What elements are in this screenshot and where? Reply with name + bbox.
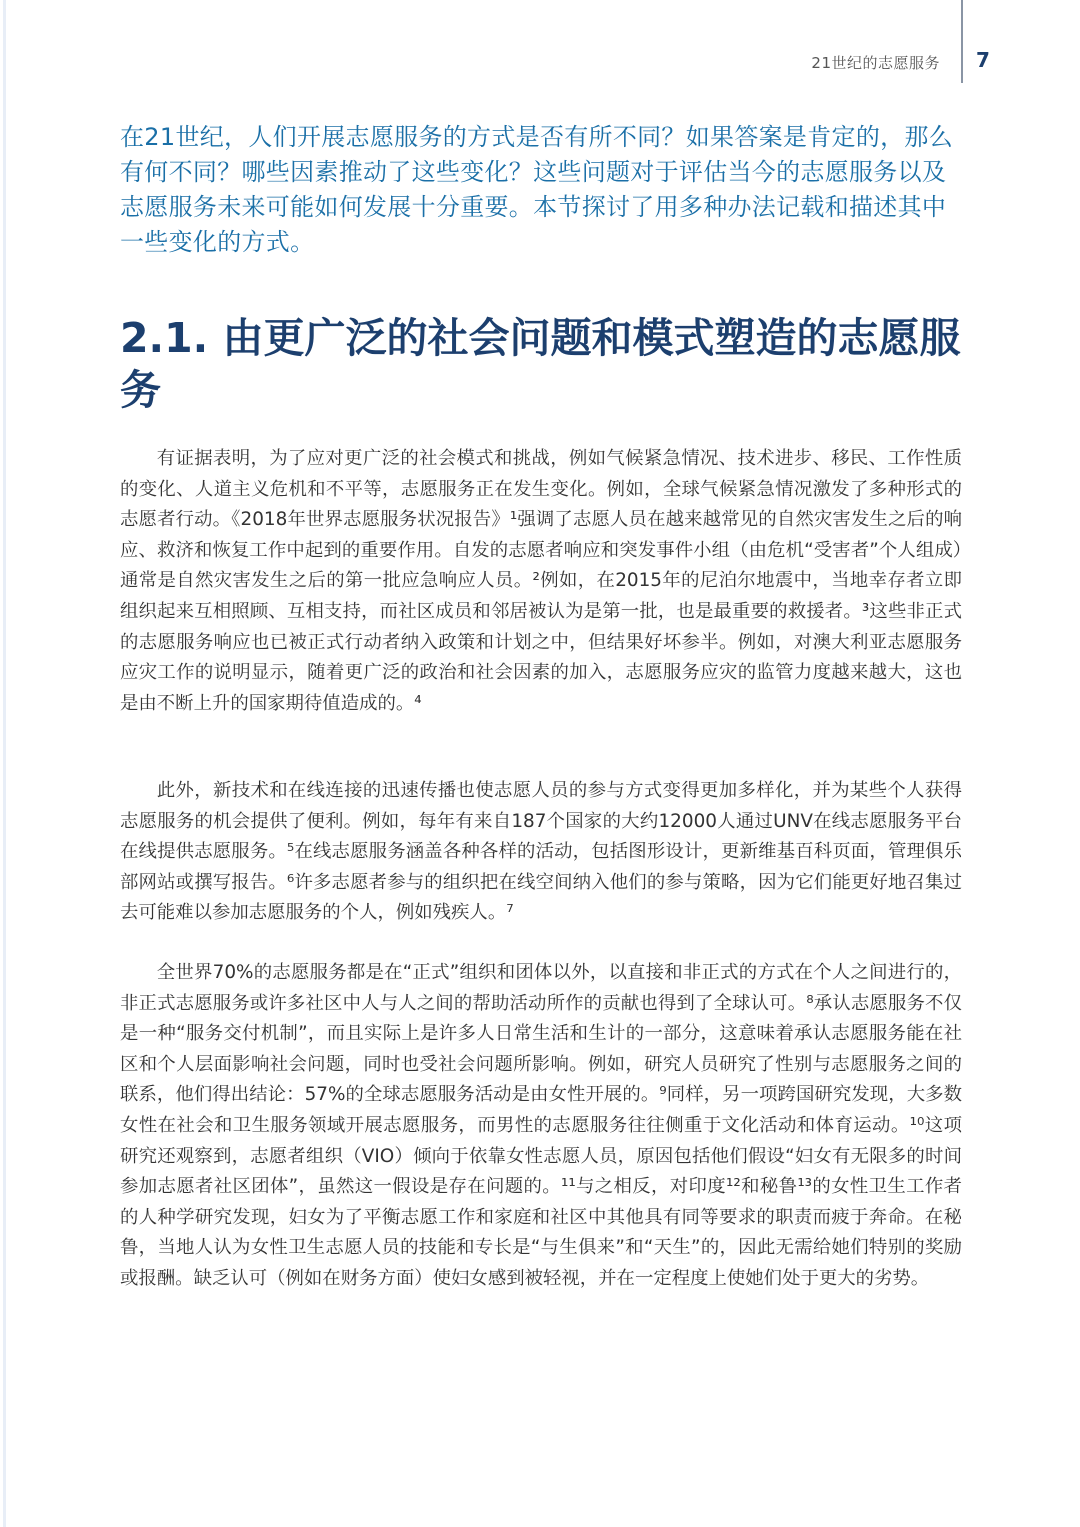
header-divider	[961, 0, 963, 83]
body-paragraph-3: 全世界70%的志愿服务都是在“正式”组织和团体以外，以直接和非正式的方式在个人之间进行的，非正式志愿服务或许多社区中人与人之间的帮助活动所作的贡献也得到了全球认可。⁸承认志愿服务不仅是一种“服务交付机制”，而且实际上是许多人日常生活和生计的一部分，这意味着承认志愿服务能在社区和个人层面影响社会问题，同时也受社会问题所影响。例如，研究人员研究了性别与志愿服务之间的联系，他们得出结论：57%的全球志愿服务活动是由女性开展的。⁹同样，另一项跨国研究发现，大多数女性在社会和卫生服务领域开展志愿服务，而男性的志愿服务往往侧重于文化活动和体育运动。¹⁰这项研究还观察到，志愿者组织（VIO）倾向于依靠女性志愿人员，原因包括他们假设“妇女有无限多的时间参加志愿者社区团体”，虽然这一假设是存在问题的。¹¹与之相反，对印度¹²和秘鲁¹³的女性卫生工作者的人种学研究发现，妇女为了平衡志愿工作和家庭和社区中其他具有同等要求的职责而疲于奔命。在秘鲁，当地人认为女性卫生志愿人员的技能和专长是“与生俱来”和“天生”的，因此无需给她们特别的奖励或报酬。缺乏认可（例如在财务方面）使妇女感到被轻视，并在一定程度上使她们处于更大的劣势。	[120, 962, 962, 1289]
body-paragraph-2: 此外，新技术和在线连接的迅速传播也使志愿人员的参与方式变得更加多样化，并为某些个人获得志愿服务的机会提供了便利。例如，每年有来自187个国家的大约12000人通过UNV在线志愿服务平台在线提供志愿服务。⁵在线志愿服务涵盖各种各样的活动，包括图形设计，更新维基百科页面，管理俱乐部网站或撰写报告。⁶许多志愿者参与的组织把在线空间纳入他们的参与策略，因为它们能更好地召集过去可能难以参加志愿服务的个人，例如残疾人。⁷	[120, 780, 962, 924]
intro-paragraph: 在21世纪，人们开展志愿服务的方式是否有所不同？如果答案是肯定的，那么有何不同？哪些因素推动了这些变化？这些问题对于评估当今的志愿服务以及志愿服务未来可能如何发展十分重要。本节探讨了用多种办法记载和描述其中一些变化的方式。	[120, 123, 954, 256]
page-number: 7	[976, 48, 990, 72]
body-paragraph-1: 有证据表明，为了应对更广泛的社会模式和挑战，例如气候紧急情况、技术进步、移民、工作性质的变化、人道主义危机和不平等，志愿服务正在发生变化。例如，全球气候紧急情况激发了多种形式的志愿者行动。《2018年世界志愿服务状况报告》¹强调了志愿人员在越来越常见的自然灾害发生之后的响应、救济和恢复工作中起到的重要作用。自发的志愿者响应和突发事件小组（由危机“受害者”个人组成）通常是自然灾害发生之后的第一批应急响应人员。²例如，在2015年的尼泊尔地震中，当地幸存者立即组织起来互相照顾、互相支持，而社区成员和邻居被认为是第一批，也是最重要的救援者。³这些非正式的志愿服务响应也已被正式行动者纳入政策和计划之中，但结果好坏参半。例如，对澳大利亚志愿服务应灾工作的说明显示，随着更广泛的政治和社会因素的加入，志愿服务应灾的监管力度越来越大，这也是由不断上升的国家期待值造成的。⁴	[120, 448, 962, 714]
section-heading: 2.1. 由更广泛的社会问题和模式塑造的志愿服务	[120, 314, 961, 414]
running-header-title: 21世纪的志愿服务	[811, 54, 940, 72]
page-edge	[3, 0, 6, 1527]
